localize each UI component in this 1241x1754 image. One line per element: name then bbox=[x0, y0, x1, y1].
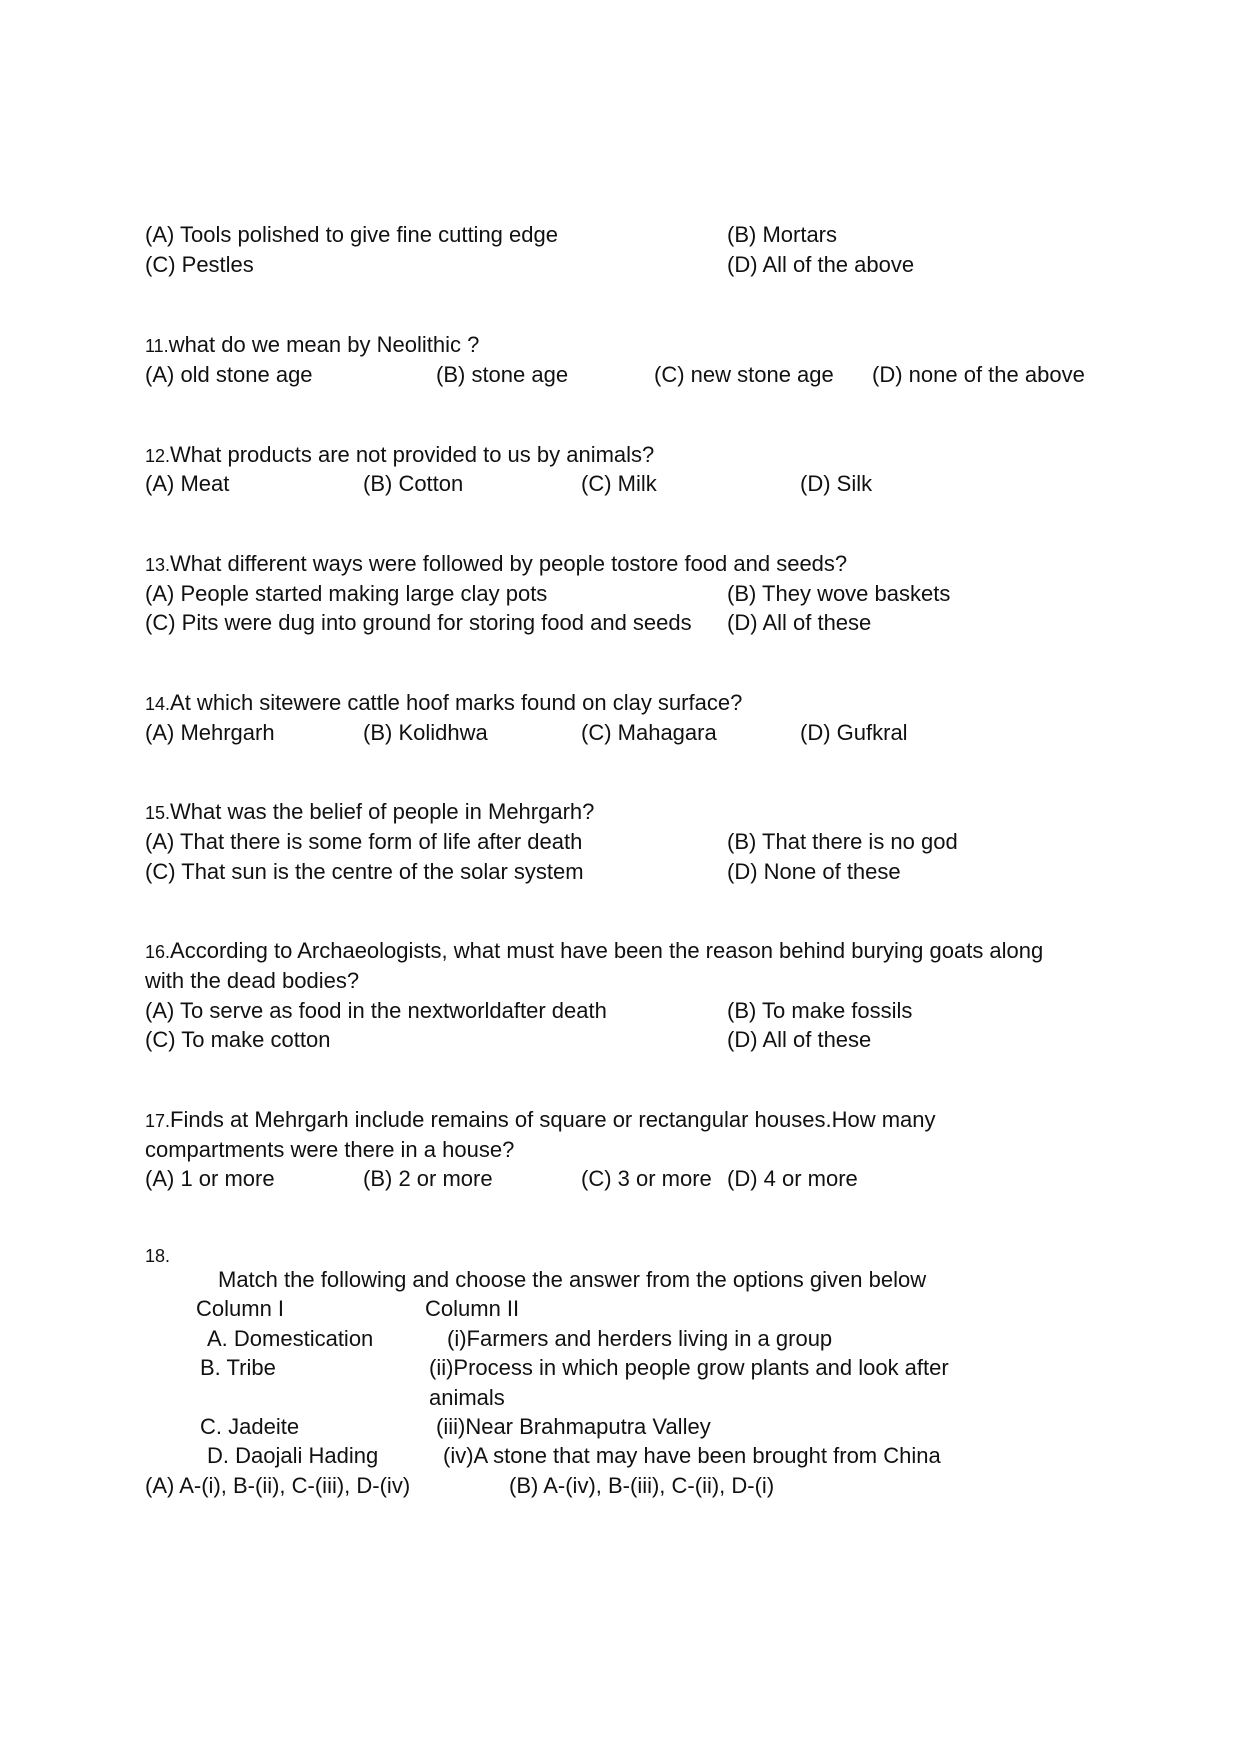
q13-number: 13. bbox=[145, 555, 171, 575]
q12-option-d: (D) Silk bbox=[800, 471, 873, 496]
q16-option-c: (C) To make cotton bbox=[145, 1027, 331, 1052]
q15-text: What was the belief of people in Mehrgarh? bbox=[170, 799, 595, 824]
q15-option-d: (D) None of these bbox=[727, 859, 901, 884]
q12-option-c: (C) Milk bbox=[581, 471, 657, 496]
q12-question bbox=[145, 441, 654, 470]
q18-col2-item-i: (i)Farmers and herders living in a group bbox=[447, 1326, 833, 1351]
q18-number: 18. bbox=[145, 1246, 171, 1266]
q18-col1-item-c: C. Jadeite bbox=[200, 1414, 300, 1439]
q18-option-b: (B) A-(iv), B-(iii), C-(ii), D-(i) bbox=[509, 1473, 775, 1498]
q11-question bbox=[145, 331, 479, 360]
q16-option-b: (B) To make fossils bbox=[727, 998, 913, 1023]
q12-number: 12. bbox=[145, 446, 171, 466]
q13-question bbox=[145, 550, 847, 579]
q17-number: 17. bbox=[145, 1111, 171, 1131]
q13-option-c: (C) Pits were dug into ground for storing food and seeds bbox=[145, 610, 692, 635]
q14-option-b: (B) Kolidhwa bbox=[363, 720, 488, 745]
q10-option-d: (D) All of the above bbox=[727, 252, 915, 277]
q18-col1-item-b: B. Tribe bbox=[200, 1355, 276, 1380]
q17-text-line1: Finds at Mehrgarh include remains of square or rectangular houses.How many bbox=[170, 1107, 936, 1132]
q18-option-a: (A) A-(i), B-(ii), C-(iii), D-(iv) bbox=[145, 1473, 411, 1498]
q11-text: what do we mean by Neolithic ? bbox=[168, 332, 480, 357]
q14-option-d: (D) Gufkral bbox=[800, 720, 908, 745]
q17-option-b: (B) 2 or more bbox=[363, 1166, 493, 1191]
q16-question bbox=[145, 937, 1043, 966]
q12-option-a: (A) Meat bbox=[145, 471, 230, 496]
q17-question bbox=[145, 1106, 936, 1135]
q10-option-c: (C) Pestles bbox=[145, 252, 254, 277]
q16-text-line1: According to Archaeologists, what must have been the reason behind burying goats along bbox=[170, 938, 1044, 963]
q16-number: 16. bbox=[145, 942, 171, 962]
q14-number: 14. bbox=[145, 694, 171, 714]
q12-text: What products are not provided to us by animals? bbox=[170, 442, 655, 467]
q11-option-b: (B) stone age bbox=[436, 362, 569, 387]
q14-question bbox=[145, 689, 742, 718]
q15-question bbox=[145, 798, 594, 827]
q14-text: At which sitewere cattle hoof marks found on clay surface? bbox=[170, 690, 743, 715]
q16-option-a: (A) To serve as food in the nextworldafter death bbox=[145, 998, 607, 1023]
q18-col2-header: Column II bbox=[425, 1296, 520, 1321]
q18-col1-item-a: A. Domestication bbox=[207, 1326, 374, 1351]
q18-col1-item-d: D. Daojali Hading bbox=[207, 1443, 379, 1468]
q18-instruction: Match the following and choose the answer from the options given below bbox=[218, 1267, 927, 1292]
q11-option-c: (C) new stone age bbox=[654, 362, 834, 387]
q13-text: What different ways were followed by people tostore food and seeds? bbox=[170, 551, 848, 576]
q15-option-a: (A) That there is some form of life after death bbox=[145, 829, 583, 854]
q17-text-line2: compartments were there in a house? bbox=[145, 1137, 515, 1162]
q18-col2-item-iii: (iii)Near Brahmaputra Valley bbox=[436, 1414, 711, 1439]
q15-number: 15. bbox=[145, 803, 171, 823]
q14-option-c: (C) Mahagara bbox=[581, 720, 717, 745]
q17-option-c: (C) 3 or more bbox=[581, 1166, 712, 1191]
q17-option-d: (D) 4 or more bbox=[727, 1166, 858, 1191]
q10-option-a: (A) Tools polished to give fine cutting edge bbox=[145, 222, 558, 247]
q15-option-b: (B) That there is no god bbox=[727, 829, 958, 854]
q15-option-c: (C) That sun is the centre of the solar system bbox=[145, 859, 584, 884]
q13-option-a: (A) People started making large clay pots bbox=[145, 581, 548, 606]
q11-option-a: (A) old stone age bbox=[145, 362, 313, 387]
q18-col2-item-iv: (iv)A stone that may have been brought from China bbox=[443, 1443, 941, 1468]
q18-col1-header: Column I bbox=[196, 1296, 285, 1321]
q11-number: 11. bbox=[145, 336, 169, 356]
q12-option-b: (B) Cotton bbox=[363, 471, 464, 496]
q13-option-d: (D) All of these bbox=[727, 610, 872, 635]
q18-col2-item-ii: (ii)Process in which people grow plants and look after bbox=[429, 1355, 949, 1380]
q17-option-a: (A) 1 or more bbox=[145, 1166, 275, 1191]
q16-text-line2: with the dead bodies? bbox=[145, 968, 360, 993]
q13-option-b: (B) They wove baskets bbox=[727, 581, 951, 606]
q10-option-b: (B) Mortars bbox=[727, 222, 837, 247]
q16-option-d: (D) All of these bbox=[727, 1027, 872, 1052]
q18-col2-item-ii-cont: animals bbox=[429, 1385, 505, 1410]
q11-option-d: (D) none of the above bbox=[872, 362, 1085, 387]
q14-option-a: (A) Mehrgarh bbox=[145, 720, 275, 745]
